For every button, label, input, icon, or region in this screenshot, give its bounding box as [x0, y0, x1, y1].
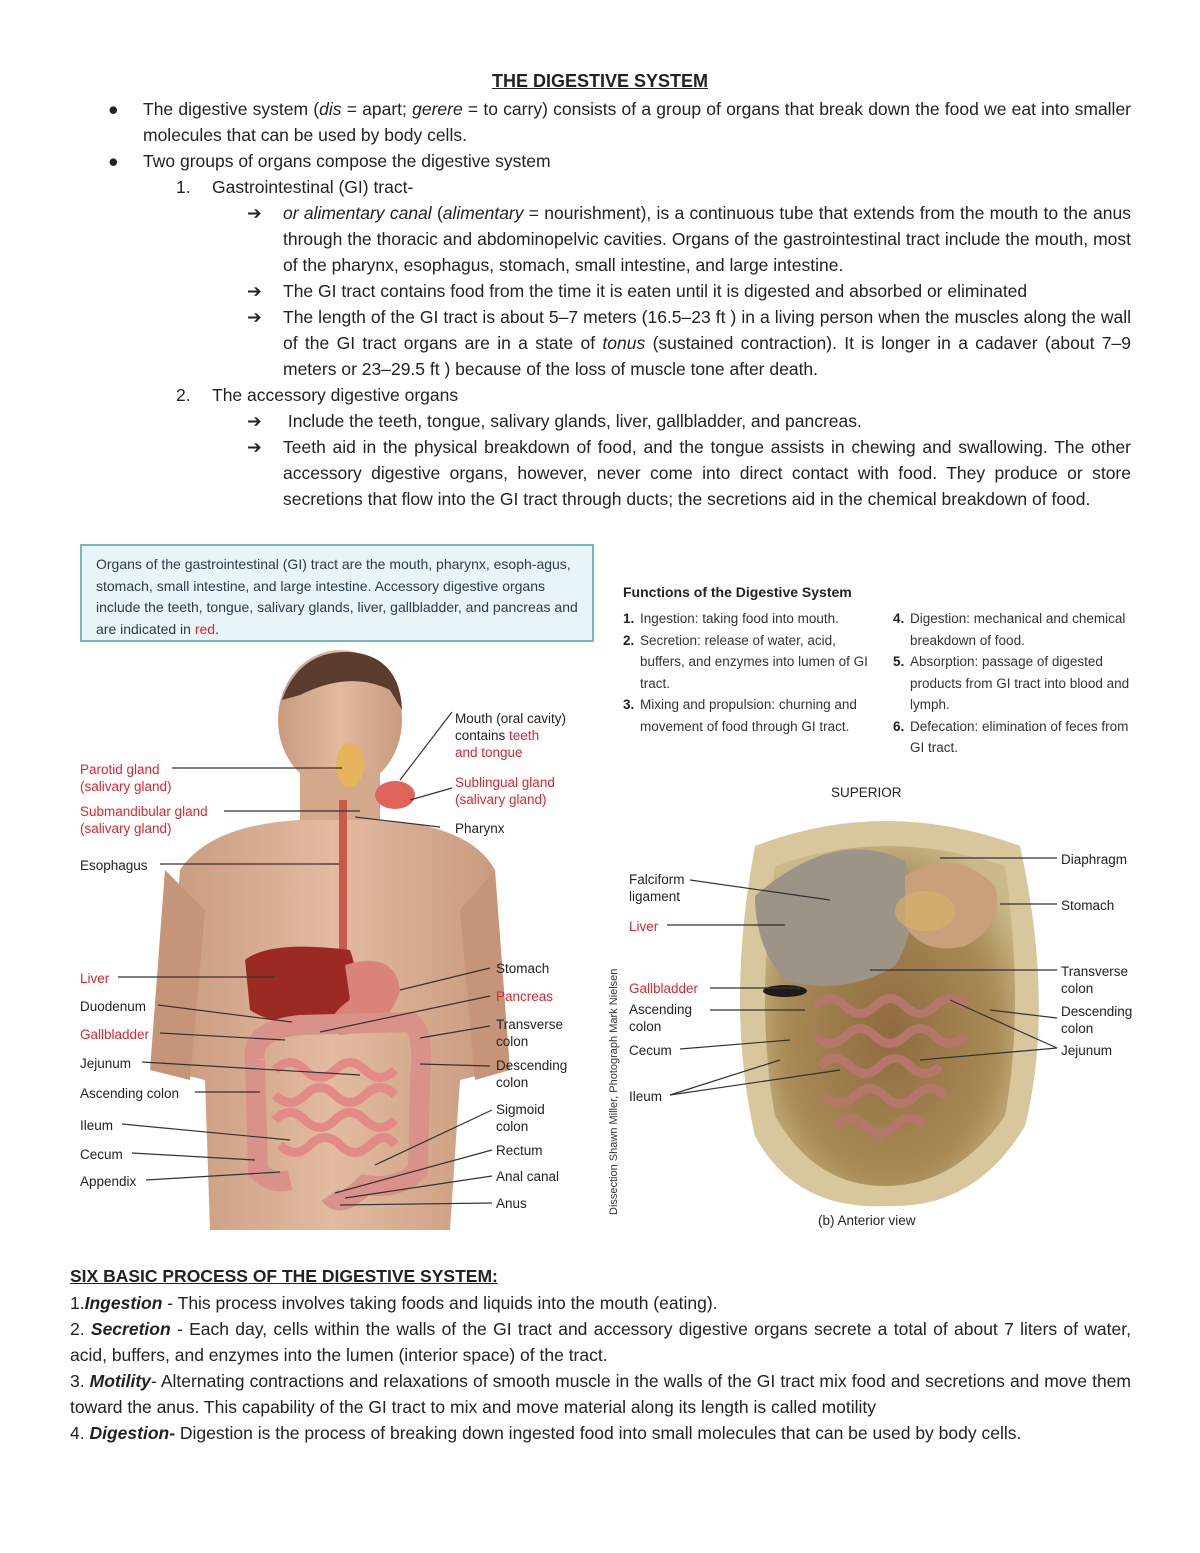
label-rectum: Rectum [496, 1143, 543, 1158]
function-item: 5. Absorption: passage of digested products from GI tract into blood and lymph. [893, 654, 1130, 712]
label-descending-colon: Descending colon [496, 1058, 568, 1090]
label-pharynx: Pharynx [455, 821, 505, 836]
label-sigmoid-colon: Sigmoid colon [496, 1102, 545, 1134]
function-item: 6. Defecation: elimination of feces from GI tract. [893, 718, 1129, 755]
label-ileum-b: Ileum [629, 1089, 663, 1104]
label-appendix: Appendix [80, 1174, 137, 1189]
label-transverse-colon: Transverse colon [496, 1017, 564, 1049]
functions-heading: Functions of the Digestive System [623, 584, 852, 600]
acc-point-2: Teeth aid in the physical breakdown of food, and the tongue assists in chewing and swallowing. The other accessory digestive organs, however, never come into direct contact with food. They produce or store secretions that flow into the GI tract through ducts; the secretions aid in the chemical breakdown of food. [283, 437, 1131, 509]
label-ascending-colon-b: Ascending colon [629, 1002, 693, 1034]
label-transverse-colon-b: Transverse colon [1061, 964, 1129, 996]
label-diaphragm: Diaphragm [1061, 852, 1128, 867]
bullet-dot: ● [108, 99, 119, 119]
function-item: 2. Secretion: release of water, acid, buffers, and enzymes into lumen of GI tract. [623, 632, 868, 691]
process-item: 3. Motility- Alternating contractions and relaxations of smooth muscle in the walls of the GI tract mix food and secretions and move them toward the anus. This capability of the GI tract to mix and move material along its length is called motility [70, 1371, 1131, 1417]
label-ascending-colon: Ascending colon [80, 1086, 180, 1101]
gi-point-1: or alimentary canal (alimentary = nourishment), is a continuous tube that extends from the mouth to the anus through the thoracic and abdominopelvic cavities. Organs of the gastrointestinal tract include the mouth, most of the pharynx, esophagus, stomach, small intestine, and large intestine. [283, 203, 1131, 275]
label-liver: Liver [80, 971, 110, 986]
arrow-icon: ➔ [247, 307, 262, 327]
function-item: 1. Ingestion: taking food into mouth. [623, 611, 839, 626]
label-liver-b: Liver [629, 919, 659, 934]
superior-label: SUPERIOR [831, 785, 902, 800]
label-cecum: Cecum [80, 1147, 123, 1162]
label-parotid-gland: Parotid gland (salivary gland) [80, 762, 172, 794]
function-item: 4. Digestion: mechanical and chemical breakdown of food. [893, 611, 1126, 648]
label-anus: Anus [496, 1196, 527, 1211]
processes-list [70, 1290, 1131, 1446]
function-item: 3. Mixing and propulsion: churning and movement of food through GI tract. [623, 697, 857, 734]
gi-point-2: The GI tract contains food from the time it is eaten until it is digested and absorbed or eliminated [283, 281, 1028, 301]
figure-callout-box: Organs of the gastrointestinal (GI) tract are the mouth, pharynx, esoph-agus, stomach, small intestine, and large intestine. Accessory digestive organs include the teeth, tongue, salivary glands, liver, gallbladder, and pancreas and are indicated in red. [80, 544, 594, 642]
label-mouth: Mouth (oral cavity) contains teeth and tongue [455, 711, 567, 760]
process-item: 1.Ingestion - This process involves taking foods and liquids into the mouth (eating). [70, 1293, 718, 1313]
label-jejunum-b: Jejunum [1061, 1043, 1113, 1058]
process-item: 4. Digestion- Digestion is the process of breaking down ingested food into small molecules that can be used by body cells. [70, 1423, 1022, 1443]
label-gallbladder-b: Gallbladder [629, 981, 699, 996]
group-label: Gastrointestinal (GI) tract- [212, 177, 414, 197]
arrow-icon: ➔ [247, 411, 262, 431]
figure-b-caption: (b) Anterior view [818, 1213, 916, 1228]
label-descending-colon-b: Descending colon [1061, 1004, 1133, 1036]
arrow-icon: ➔ [247, 437, 262, 457]
label-duodenum: Duodenum [80, 999, 147, 1014]
label-jejunum: Jejunum [80, 1056, 132, 1071]
bullet-dot: ● [108, 151, 119, 171]
label-cecum-b: Cecum [629, 1043, 672, 1058]
group-label: The accessory digestive organs [212, 385, 459, 405]
acc-point-1: Include the teeth, tongue, salivary glands, liver, gallbladder, and pancreas. [283, 411, 862, 431]
label-stomach: Stomach [496, 961, 550, 976]
page-title: THE DIGESTIVE SYSTEM [491, 71, 709, 91]
label-pancreas: Pancreas [496, 989, 554, 1004]
label-ileum: Ileum [80, 1118, 114, 1133]
label-falciform-ligament: Falciform ligament [629, 872, 685, 904]
label-esophagus: Esophagus [80, 858, 148, 873]
process-item: 2. Secretion - Each day, cells within the walls of the GI tract and accessory digestive organs secrete a total of about 7 liters of water, acid, buffers, and enzymes into the lumen (interior space) of the tract. [70, 1319, 1131, 1365]
processes-title: SIX BASIC PROCESS OF THE DIGESTIVE SYSTEM: [70, 1266, 498, 1286]
group-number: 1. [176, 177, 191, 197]
arrow-icon: ➔ [247, 203, 262, 223]
label-anal-canal: Anal canal [496, 1169, 560, 1184]
intro-paragraph-1: The digestive system (dis = apart; gerere = to carry) consists of a group of organs that break down the food we eat into smaller molecules that can be used by body cells. [143, 99, 1132, 145]
intro-paragraph-2: Two groups of organs compose the digestive system [143, 151, 551, 171]
group-number: 2. [176, 385, 191, 405]
label-stomach-b: Stomach [1061, 898, 1115, 913]
gi-point-3: The length of the GI tract is about 5–7 meters (16.5–23 ft ) in a living person when the muscles along the wall of the GI tract organs are in a state of tonus (sustained contraction). It is longer in a cadaver (about 7–9 meters or 23–29.5 ft ) because of the loss of muscle tone after death. [283, 307, 1131, 379]
label-gallbladder: Gallbladder [80, 1027, 150, 1042]
arrow-icon: ➔ [247, 281, 262, 301]
label-sublingual-gland: Sublingual gland (salivary gland) [455, 775, 555, 807]
label-submandibular-gland: Submandibular gland (salivary gland) [80, 804, 208, 836]
photo-credit: Dissection Shawn Miller, Photograph Mark Nielsen [608, 968, 620, 1215]
